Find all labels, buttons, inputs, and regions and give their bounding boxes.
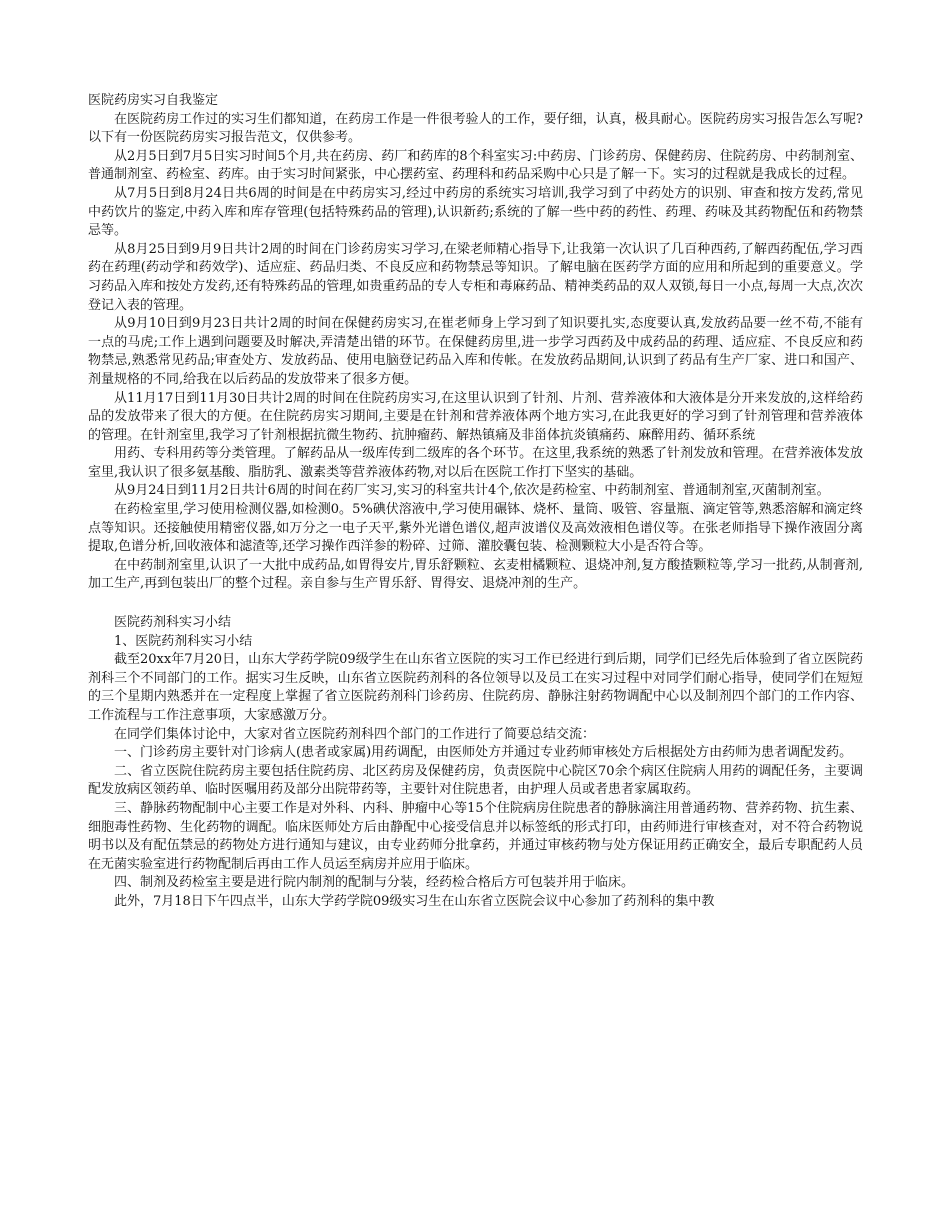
document-page — [88, 92, 863, 912]
body-paragraph: 从9月24日到11月2日共计6周的时间在药厂实习,实习的科室共计4个,依次是药检室、中药制剂室、普通制剂室,灭菌制剂室。 — [114, 483, 830, 499]
body-paragraph: 一、门诊药房主要针对门诊病人(患者或家属)用药调配，由医师处方并通过专业药师审核处方后根据处方由药师为患者调配发药。 — [114, 745, 853, 761]
body-paragraph: 从9月10日到9月23日共计2周的时间在保健药房实习,在崔老师身上学习到了知识要扎实,态度要认真,发放药品要一丝不苟,不能有一点的马虎;工作上遇到问题要及时解决,弄清楚出错的环节。在保健药房里,进一步学习西药及中成药品的药理、适应症、不良反应和药物禁忌,熟悉常见药品;审查处方、发放药品、使用电脑登记药品入库和传帐。在发放药品期间,认识到了药品有生产厂家、进口和国产、剂量规格的不同,给我在以后药品的发放带来了很多方便。 — [88, 316, 863, 387]
document-title: 医院药房实习自我鉴定 — [88, 93, 219, 108]
body-paragraph: 从2月5日到7月5日实习时间5个月,共在药房、药厂和药库的8个科室实习:中药房、门诊药房、保健药房、住院药房、中药制剂室、普通制剂室、药检室、药库。由于实习时间紧张，中心摆药室、药理科和药品采购中心只是了解一下。实习的过程就是我成长的过程。 — [88, 148, 863, 183]
body-paragraph: 从11月17日到11月30日共计2周的时间在住院药房实习,在这里认识到了针剂、片剂、营养液体和大液体是分开来发放的,这样给药品的发放带来了很大的方便。在住院药房实习期间,主要是在针剂和营养液体两个地方实习,在此我更好的学习到了针剂管理和营养液体的管理。在针剂室里,我学习了针剂根据抗微生物药、抗肿瘤药、解热镇痛及非甾体抗炎镇痛药、麻醉用药、循环系统 — [88, 390, 863, 443]
body-paragraph: 在药检室里,学习使用检测仪器,如检测0。5%碘伏溶液中,学习使用碾钵、烧杯、量筒、吸管、容量瓶、滴定管等,熟悉溶解和滴定终点等知识。还接触使用精密仪器,如万分之一电子天平,紫外光谱色谱仪,超声波谱仪及高效液相色谱仪等。在张老师指导下操作液固分离提取,色谱分析,回收液体和滤渣等,还学习操作西洋参的粉碎、过筛、灌胶囊包装、检测颗粒大小是否符合等。 — [88, 502, 863, 555]
body-paragraph: 截至20xx年7月20日，山东大学药学院09级学生在山东省立医院的实习工作已经进行到后期，同学们已经先后体验到了省立医院药剂科三个不同部门的工作。据实习生反映，山东省立医院药剂科的各位领导以及员工在实习过程中对同学们耐心指导，使同学们在短短的三个星期内熟悉并在一定程度上掌握了省立医院药剂科门诊药房、住院药房、静脉注射药物调配中心以及制剂四个部门的工作内容、工作流程与工作注意事项，大家感激万分。 — [88, 652, 863, 723]
body-paragraph: 从7月5日到8月24日共6周的时间是在中药房实习,经过中药房的系统实习培训,我学习到了中药处方的识别、审查和按方发药,常见中药饮片的鉴定,中药入库和库存管理(包括特殊药品的管理),认识新药;系统的了解一些中药的药性、药理、药味及其药物配伍和药物禁忌等。 — [88, 185, 863, 239]
section-subtitle: 1、医院药剂科实习小结 — [114, 633, 253, 649]
body-paragraph: 二、省立医院住院药房主要包括住院药房、北区药房及保健药房，负责医院中心院区70余个病区住院病人用药的调配任务，主要调配发放病区领药单、临时医嘱用药及部分出院带药等，主要针对住院患者，由护理人员或者患者家属取药。 — [88, 763, 863, 798]
body-paragraph: 在同学们集体讨论中，大家对省立医院药剂科四个部门的工作进行了简要总结交流： — [114, 726, 596, 742]
section-internship-self-assessment — [88, 111, 863, 594]
body-paragraph: 从8月25日到9月9日共计2周的时间在门诊药房实习学习,在梁老师精心指导下,让我第一次认识了几百种西药,了解西药配伍,学习西药在药理(药动学和药效学)、适应症、药品归类、不良反应和药物禁忌等知识。了解电脑在医药学方面的应用和所起到的重要意义。学习药品入库和按处方发药,还有特殊药品的管理,如贵重药品的专人专柜和毒麻药品、精神类药品的双人双锁,每日一小点,每周一大点,次次登记入表的管理。 — [88, 241, 863, 313]
section-gap — [88, 594, 863, 614]
body-paragraph: 三、静脉药物配制中心主要工作是对外科、内科、肿瘤中心等15个住院病房住院患者的静脉滴注用普通药物、营养药物、抗生素、细胞毒性药物、生化药物的调配。临床医师处方后由静配中心接受信息并以标签纸的形式打印，由药师进行审核查对，对不符合药物说明书以及有配伍禁忌的药物处方进行通知与建议，由专业药师分批拿药，并通过审核药物与处方保证用药正确安全，最后专职配药人员在无菌实验室进行药物配制后再由工作人员运至病房并应用于临床。 — [88, 800, 863, 872]
body-paragraph: 在医院药房工作过的实习生们都知道，在药房工作是一件很考验人的工作，要仔细，认真，极具耐心。医院药房实习报告怎么写呢?以下有一份医院药房实习报告范文，仅供参考。 — [88, 111, 863, 146]
body-paragraph: 用药、专科用药等分类管理。了解药品从一级库传到二级库的各个环节。在这里,我系统的熟悉了针剂发放和管理。在营养液体发放室里,我认识了很多氨基酸、脂肪乳、激素类等营养液体药物,对以后在医院工作打下坚实的基础。 — [88, 446, 863, 480]
body-paragraph: 此外，7月18日下午四点半，山东大学药学院09级实习生在山东省立医院会议中心参加了药剂科的集中教 — [114, 893, 715, 909]
section-title: 医院药剂科实习小结 — [114, 615, 232, 631]
body-paragraph: 在中药制剂室里,认识了一大批中成药品,如胃得安片,胃乐舒颗粒、玄麦柑橘颗粒、退烧冲剂,复方酸揸颗粒等,学习一批药,从制膏剂,加工生产,再到包装出厂的整个过程。亲自参与生产胃乐舒、胃得安、退烧冲剂的生产。 — [88, 557, 863, 592]
section-pharmacy-summary — [88, 651, 863, 911]
body-paragraph: 四、制剂及药检室主要是进行院内制剂的配制与分装，经药检合格后方可包装并用于临床。 — [114, 875, 635, 891]
